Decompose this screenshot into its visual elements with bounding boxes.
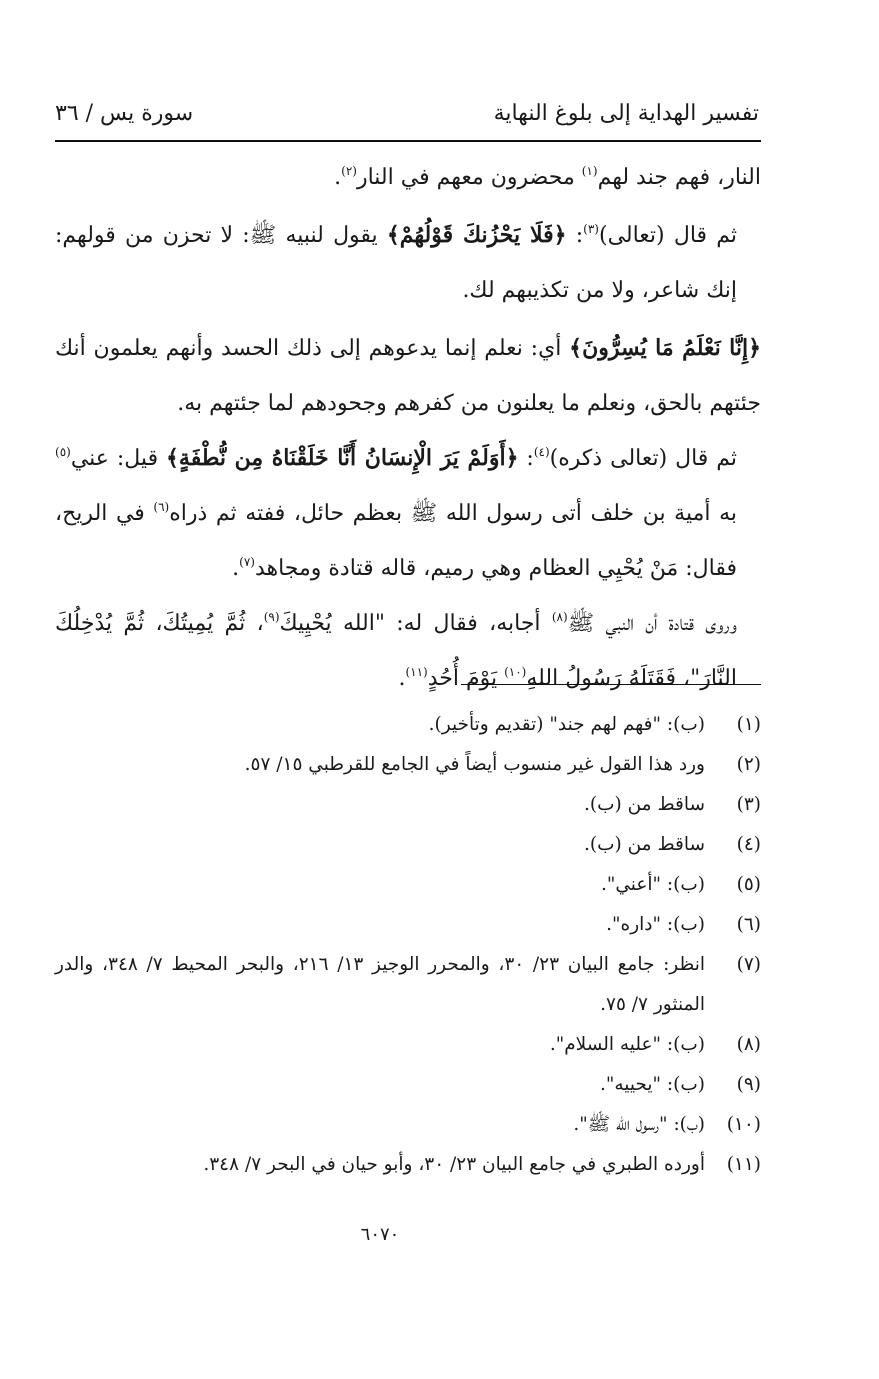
footnote-5: (٥) (ب): "أعني". <box>600 874 761 895</box>
footnote-3: (٣) ساقط من (ب). <box>583 794 761 815</box>
footnote-11: (١١) أورده الطبري في جامع البيان ٢٣/ ٣٠، وأبو حيان في البحر ٧/ ٣٤٨. <box>203 1154 761 1175</box>
footnote-ref[interactable]: (٦) <box>153 500 170 514</box>
quran-verse: ﴿أَوَلَمْ يَرَ الْإِنسَانُ أَنَّا خَلَقْنَاهُ مِن نُّطْفَةٍ﴾ <box>166 445 519 471</box>
footnote-ref[interactable]: (٥) <box>55 445 71 459</box>
paragraph-4: ثم قال (تعالى ذكره)$^{(٤)}$: ﴿أَوَلَمْ يَرَ الْإِنسَانُ أَنَّا خَلَقْنَاهُ مِن نُّطْفَةٍ﴾ قيل: عني$^{(٥)}$ به أمية بن خلف أتى رسول الله ﷺ بعظم حائل، ففته ثم ذراه$^{(٦)}$ في الريح، فقال: مَنْ يُحْيِي العظام وهي رميم، قاله قتادة ومجاهد$^{(٧)}$. <box>55 445 738 581</box>
footnote-6: (٦) (ب): "داره". <box>606 914 761 935</box>
paragraph-1: النار، فهم جند لهم$^{(١)}$ محضرون معهم في النار$^{(٢)}$. <box>334 164 761 190</box>
paragraph-5: وروى قتادة أن النبي ﷺ$^{(٨)}$ أجابه، فقال له: "الله يُحْيِيكَ$^{(٩)}$، ثُمَّ يُمِيتُكَ، ثُمَّ يُدْخِلُكَ النَّارَ"، فَقَتَلَهُ رَسُولُ اللهِ$^{(١٠)}$ يَوْمَ أُحُدٍ$^{(١١)}$. <box>55 610 737 691</box>
paragraph-3: ﴿إِنَّا نَعْلَمُ مَا يُسِرُّونَ﴾ أي: نعلم إنما يدعوهم إلى ذلك الحسد وأنهم يعلمون أنك جئتهم بالحق، ونعلم ما يعلنون من كفرهم وجحودهم لما جئتهم به. <box>55 335 761 416</box>
footnote-ref[interactable]: (١) <box>581 164 598 178</box>
footnote-1: (١) (ب): "فهم لهم جند" (تقديم وتأخير). <box>428 714 761 735</box>
footnote-ref[interactable]: (١٠) <box>504 665 527 679</box>
running-header <box>55 88 759 138</box>
footnote-ref[interactable]: (٤) <box>533 445 550 459</box>
footnote-2: (٢) ورد هذا القول غير منسوب أيضاً في الجامع للقرطبي ١٥/ ٥٧. <box>244 754 761 775</box>
footnote-4: (٤) ساقط من (ب). <box>583 834 761 855</box>
footnote-9: (٩) (ب): "يحييه". <box>599 1074 761 1095</box>
footnote-10: (١٠) (ب): "رسول الله ﷺ". <box>573 1114 761 1135</box>
quran-verse: ﴿فَلَا يَحْزُنكَ قَوْلُهُمْ﴾ <box>386 222 567 248</box>
footnote-7: (٧) انظر: جامع البيان ٢٣/ ٣٠، والمحرر الوجيز ١٣/ ٢١٦، والبحر المحيط ٧/ ٣٤٨، والدر المنثور ٧/ ٧٥. <box>55 954 761 1015</box>
footnote-ref[interactable]: (٣) <box>583 222 599 236</box>
paragraph-2: ثم قال (تعالى)$^{(٣)}$: ﴿فَلَا يَحْزُنكَ قَوْلُهُمْ﴾ يقول لنبيه ﷺ: لا تحزن من قولهم: إنك شاعر، ولا من تكذيبهم لك. <box>55 222 737 303</box>
footnote-ref[interactable]: (٨) <box>551 610 568 624</box>
book-title: تفسير الهداية إلى بلوغ النهاية <box>493 100 759 126</box>
main-text <box>55 150 761 706</box>
header-rule <box>55 140 761 142</box>
footnote-8: (٨) (ب): "عليه السلام". <box>549 1034 761 1055</box>
footnote-separator <box>461 684 761 685</box>
footnote-ref[interactable]: (١١) <box>405 665 428 679</box>
footnote-ref[interactable]: (٩) <box>263 610 280 624</box>
quran-verse: ﴿إِنَّا نَعْلَمُ مَا يُسِرُّونَ﴾ <box>569 335 761 361</box>
footnote-ref[interactable]: (٢) <box>341 164 357 178</box>
surah-label: سورة يس / ٣٦ <box>55 100 194 126</box>
footnotes <box>55 705 761 1185</box>
page-number: ٦٠٧٠ <box>360 1224 400 1245</box>
footnote-ref[interactable]: (٧) <box>239 555 255 569</box>
